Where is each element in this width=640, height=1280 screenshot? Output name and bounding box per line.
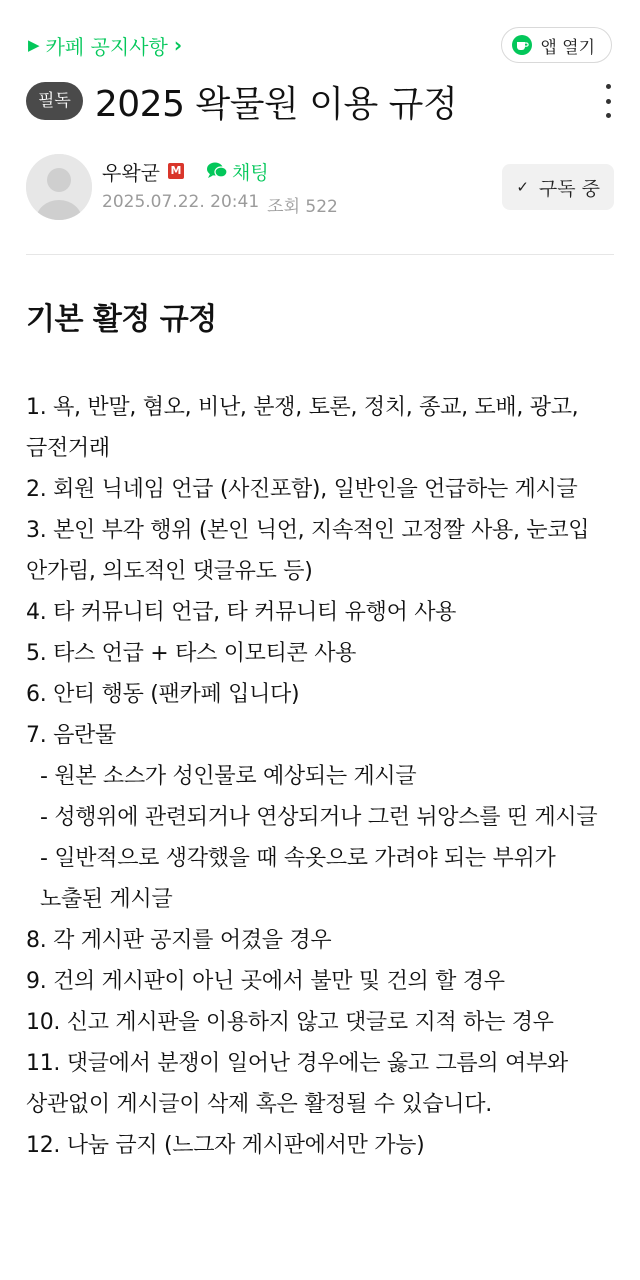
rules-list [26, 387, 612, 1166]
breadcrumb-label: 카페 공지사항 [45, 34, 168, 59]
rule-item: 11. 댓글에서 분쟁이 일어난 경우에는 옳고 그름의 여부와 상관없이 게시글이 삭제 혹은 활정될 수 있습니다. [26, 1051, 568, 1117]
rule-item: 9. 건의 게시판이 아닌 곳에서 불만 및 건의 할 경우 [26, 969, 505, 994]
page-title: 2025 왁물원 이용 규정 [94, 83, 458, 125]
rule-subitem: - 원본 소스가 성인물로 예상되는 게시글 [40, 764, 417, 789]
subscribe-label: 구독 중 [538, 177, 600, 200]
open-app-button[interactable] [501, 27, 612, 63]
chat-button[interactable] [206, 158, 269, 185]
author-meta [102, 156, 338, 217]
title-row [26, 78, 618, 124]
divider [26, 254, 614, 255]
rule-subitem: - 일반적으로 생각했을 때 속옷으로 가려야 되는 부위가 노출된 게시글 [40, 846, 556, 912]
author-row [26, 154, 614, 222]
coffee-cup-icon [512, 35, 532, 55]
level-badge: M [168, 163, 184, 179]
more-vertical-icon[interactable] [598, 84, 618, 118]
rule-item: 2. 회원 닉네임 언급 (사진포함), 일반인을 언급하는 게시글 [26, 477, 578, 502]
top-bar [28, 28, 612, 62]
open-app-label: 앱 열기 [540, 37, 595, 58]
rule-item: 7. 음란물 [26, 723, 116, 748]
rule-item: 1. 욕, 반말, 혐오, 비난, 분쟁, 토론, 정치, 종교, 도배, 광고, 금전거래 [26, 395, 579, 461]
chevron-right-icon: › [173, 33, 183, 57]
rule-subitem: - 성행위에 관련되거나 연상되거나 그런 뉘앙스를 띤 게시글 [40, 805, 598, 830]
author-name[interactable]: 우왁굳 [102, 160, 160, 185]
rule-item: 12. 나눔 금지 (느그자 게시판에서만 가능) [26, 1133, 425, 1158]
breadcrumb[interactable] [28, 31, 182, 60]
check-icon: ✓ [516, 178, 529, 196]
rule-item: 3. 본인 부각 행위 (본인 닉언, 지속적인 고정짤 사용, 눈코입 안가림, 의도적인 댓글유도 등) [26, 518, 590, 584]
rule-item: 8. 각 게시판 공지를 어겼을 경우 [26, 928, 332, 953]
rule-item: 10. 신고 게시판을 이용하지 않고 댓글로 지적 하는 경우 [26, 1010, 554, 1035]
section-title: 기본 활정 규정 [26, 302, 217, 337]
chat-bubble-icon [206, 161, 228, 181]
post-date: 2025.07.22. 20:41 [102, 192, 260, 212]
avatar[interactable] [26, 154, 92, 220]
subscribe-button[interactable] [502, 164, 614, 210]
chat-label: 채팅 [231, 161, 269, 184]
rule-item: 6. 안티 행동 (팬카페 입니다) [26, 682, 300, 707]
must-read-badge: 필독 [26, 82, 83, 120]
view-count: 조회 522 [267, 197, 338, 217]
avatar-placeholder-icon [26, 154, 92, 220]
rule-item: 5. 타스 언급 + 타스 이모티콘 사용 [26, 641, 357, 666]
play-triangle-icon: ▶ [28, 36, 40, 54]
rule-item: 4. 타 커뮤니티 언급, 타 커뮤니티 유행어 사용 [26, 600, 457, 625]
